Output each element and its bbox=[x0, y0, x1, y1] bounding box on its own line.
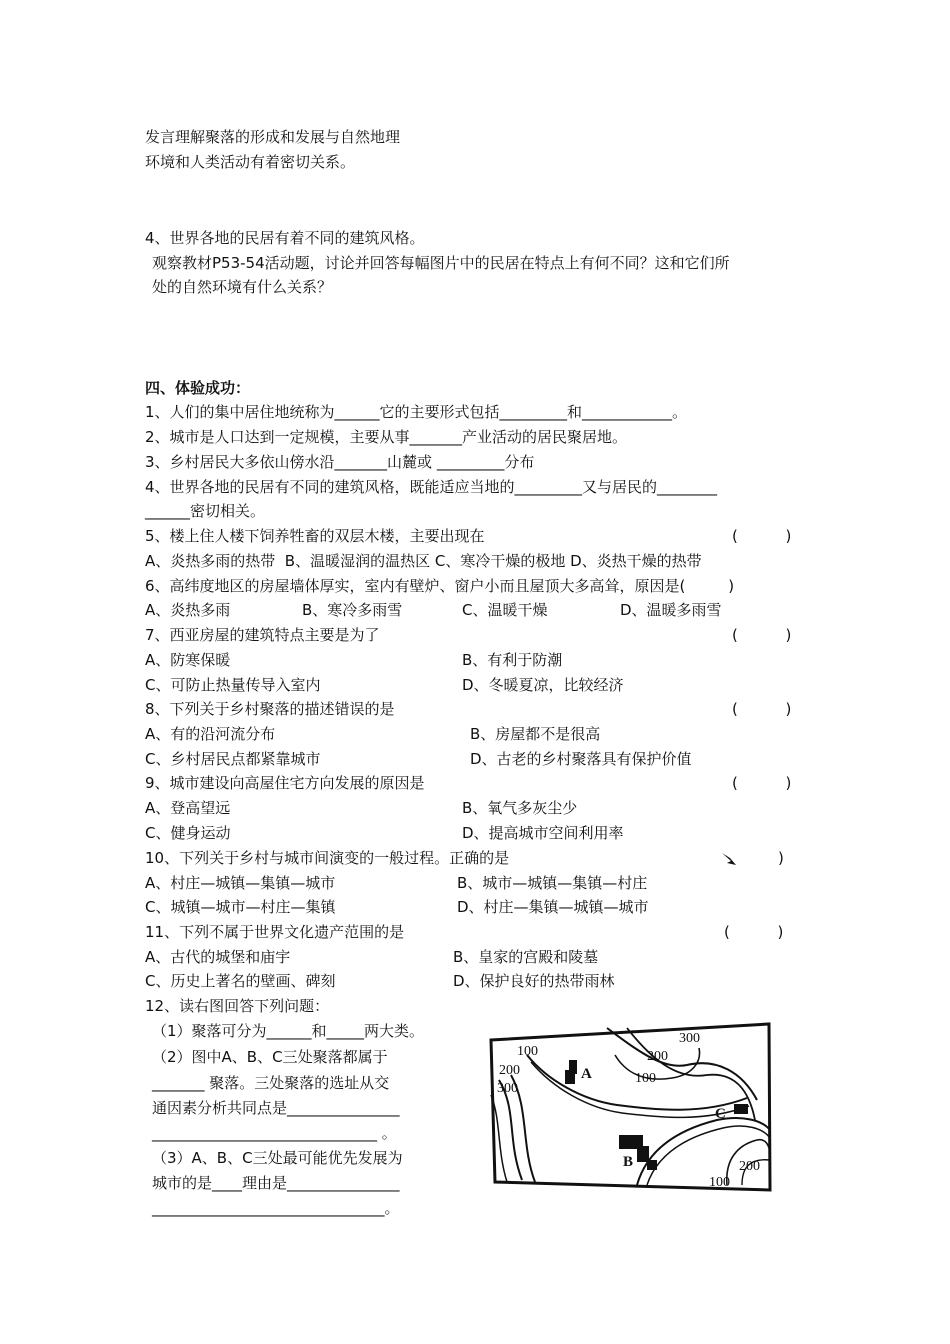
settlement-label-b: B bbox=[623, 1154, 634, 1170]
settlement-label-c: C bbox=[715, 1106, 726, 1122]
q12-part-2a: （2）图中A、B、C三处聚落都属于 bbox=[152, 1048, 388, 1066]
pen-mark-icon bbox=[720, 850, 742, 868]
q8-option-d: D、古老的乡村聚落具有保护价值 bbox=[470, 750, 692, 768]
map-contour-label: 100 bbox=[709, 1175, 730, 1190]
q12-part-3a: （3）A、B、C三处最可能优先发展为 bbox=[152, 1149, 403, 1167]
q12-part-3b: 城市的是____理由是_______________ bbox=[152, 1174, 400, 1192]
settlement-b-block bbox=[647, 1160, 657, 1170]
settlement-c-block bbox=[734, 1104, 748, 1114]
settlement-contour-map bbox=[487, 1020, 775, 1198]
q10-option-b: B、城市—城镇—集镇—村庄 bbox=[457, 874, 648, 892]
q12-part-2c: 通因素分析共同点是_______________ bbox=[152, 1099, 400, 1117]
q7-option-b: B、有利于防潮 bbox=[462, 651, 563, 669]
q7-paren: ( ) bbox=[732, 626, 792, 644]
fill-q3: 3、乡村居民大多依山傍水沿_______山麓或 _________分布 bbox=[145, 453, 535, 471]
map-contour-label: 100 bbox=[635, 1071, 656, 1086]
q11-option-a: A、古代的城堡和庙宇 bbox=[145, 948, 291, 966]
q6-option-b: B、寒冷多雨雪 bbox=[302, 601, 403, 619]
fill-q1: 1、人们的集中居住地统称为______它的主要形式包括_________和____________。 bbox=[145, 403, 688, 421]
q12-part-1: （1）聚落可分为______和_____两大类。 bbox=[152, 1022, 425, 1040]
map-contour-label: 200 bbox=[647, 1049, 668, 1064]
settlement-label-a: A bbox=[581, 1066, 592, 1082]
section-title: 四、体验成功： bbox=[145, 379, 251, 397]
settlement-a-block bbox=[565, 1070, 575, 1084]
q7-option-c: C、可防止热量传导入室内 bbox=[145, 676, 321, 694]
q11-paren: ( ) bbox=[724, 923, 784, 941]
map-contour-label: 100 bbox=[517, 1044, 538, 1059]
q10-paren: ) bbox=[778, 849, 784, 867]
q4-title: 4、世界各地的民居有着不同的建筑风格。 bbox=[145, 229, 425, 247]
q12-part-2b: _______ 聚落。三处聚落的选址从交 bbox=[152, 1074, 390, 1092]
q8-stem: 8、下列关于乡村聚落的描述错误的是 bbox=[145, 700, 395, 718]
q10-stem: 10、下列关于乡村与城市间演变的一般过程。正确的是 bbox=[145, 849, 510, 867]
map-contour-label: 200 bbox=[499, 1063, 520, 1078]
q7-option-a: A、防寒保暖 bbox=[145, 651, 231, 669]
q8-option-a: A、有的沿河流分布 bbox=[145, 725, 276, 743]
fill-q4a: 4、世界各地的民居有不同的建筑风格，既能适应当地的_________又与居民的________ bbox=[145, 478, 718, 496]
q11-option-c: C、历史上著名的壁画、碑刻 bbox=[145, 972, 336, 990]
q7-option-d: D、冬暖夏凉，比较经济 bbox=[462, 676, 624, 694]
q5-stem: 5、楼上住人楼下饲养牲畜的双层木楼，主要出现在 bbox=[145, 527, 485, 545]
q11-option-b: B、皇家的宫殿和陵墓 bbox=[453, 948, 599, 966]
q9-option-c: C、健身运动 bbox=[145, 824, 231, 842]
q4-line-1: 观察教材P53-54活动题，讨论并回答每幅图片中的民居在特点上有何不同？这和它们所 bbox=[152, 254, 730, 272]
q9-option-a: A、登高望远 bbox=[145, 799, 231, 817]
q5-options: A、炎热多雨的热带 B、温暖湿润的温热区 C、寒冷干燥的极地 D、炎热干燥的热带 bbox=[145, 552, 702, 570]
q9-option-d: D、提高城市空间利用率 bbox=[462, 824, 624, 842]
q9-stem: 9、城市建设向高屋住宅方向发展的原因是 bbox=[145, 774, 425, 792]
q10-option-a: A、村庄—城镇—集镇—城市 bbox=[145, 874, 336, 892]
q5-paren: ( ) bbox=[732, 527, 792, 545]
q8-paren: ( ) bbox=[732, 700, 792, 718]
q11-option-d: D、保护良好的热带雨林 bbox=[453, 972, 615, 990]
q6-option-c: C、温暖干燥 bbox=[462, 601, 548, 619]
q12-stem: 12、读右图回答下列问题： bbox=[145, 997, 330, 1015]
q12-part-3c: _______________________________。 bbox=[152, 1199, 400, 1217]
q6-option-a: A、炎热多雨 bbox=[145, 601, 231, 619]
q9-paren: ( ) bbox=[732, 774, 792, 792]
q6-option-d: D、温暖多雨雪 bbox=[620, 601, 722, 619]
q8-option-b: B、房屋都不是很高 bbox=[470, 725, 601, 743]
intro-line-2: 环境和人类活动有着密切关系。 bbox=[145, 153, 356, 171]
q10-option-c: C、城镇—城市—村庄—集镇 bbox=[145, 898, 336, 916]
map-contour-label: 200 bbox=[739, 1159, 760, 1174]
q9-option-b: B、氧气多灰尘少 bbox=[462, 799, 578, 817]
q6-stem: 6、高纬度地区的房屋墙体厚实，室内有壁炉、窗户小而且屋顶大多高耸，原因是( ) bbox=[145, 577, 735, 595]
map-contour-label: 300 bbox=[497, 1081, 518, 1096]
q8-option-c: C、乡村居民点都紧靠城市 bbox=[145, 750, 321, 768]
q11-stem: 11、下列不属于世界文化遗产范围的是 bbox=[145, 923, 405, 941]
q7-stem: 7、西亚房屋的建筑特点主要是为了 bbox=[145, 626, 380, 644]
map-contour-label: 300 bbox=[679, 1031, 700, 1046]
fill-q2: 2、城市是人口达到一定规模，主要从事_______产业活动的居民聚居地。 bbox=[145, 428, 628, 446]
road bbox=[637, 1118, 770, 1185]
settlement-b-block bbox=[637, 1146, 649, 1162]
q10-option-d: D、村庄—集镇—城镇—城市 bbox=[457, 898, 649, 916]
fill-q4b: ______密切相关。 bbox=[145, 502, 266, 520]
q4-line-2: 处的自然环境有什么关系？ bbox=[152, 278, 333, 296]
intro-line-1: 发言理解聚落的形成和发展与自然地理 bbox=[145, 128, 401, 146]
q12-part-2d: ______________________________ 。 bbox=[152, 1124, 397, 1142]
